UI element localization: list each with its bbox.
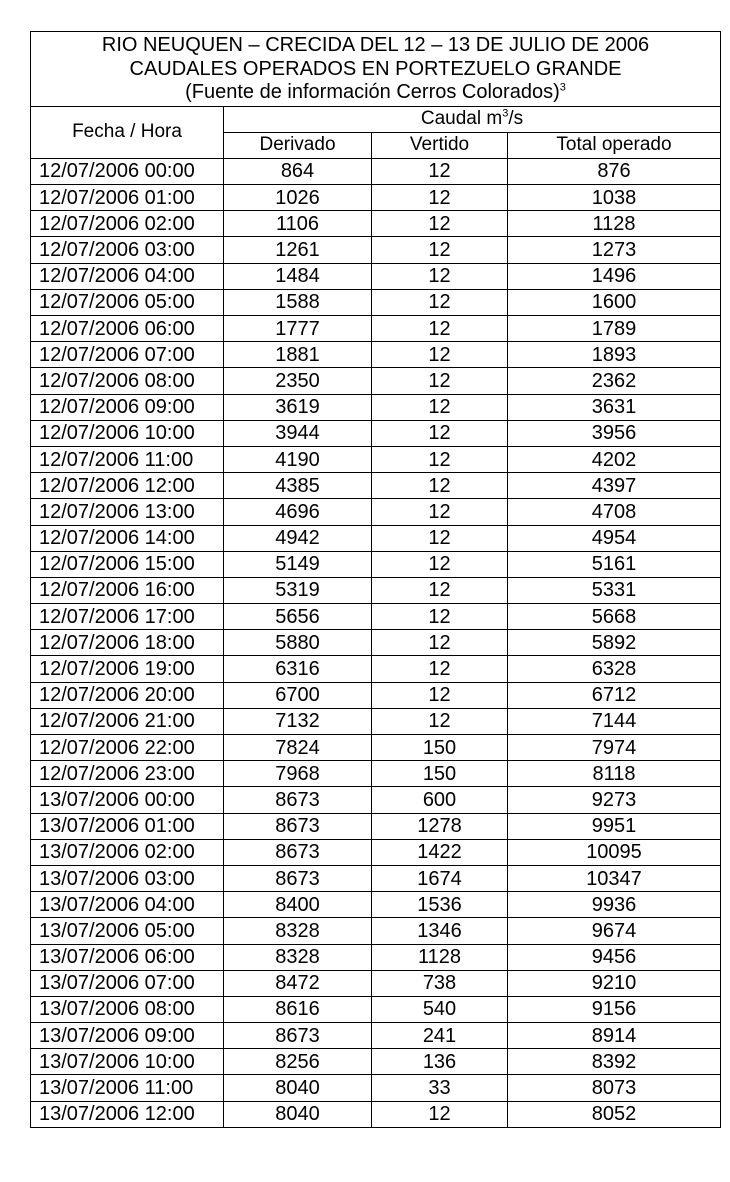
vertido-cell: 1346 [372, 918, 508, 944]
fecha-hora-cell: 12/07/2006 09:00 [31, 394, 224, 420]
table-row [31, 630, 721, 656]
derivado-cell: 8472 [224, 970, 372, 996]
fecha-hora-cell: 12/07/2006 20:00 [31, 682, 224, 708]
vertido-cell: 12 [372, 656, 508, 682]
vertido-cell: 12 [372, 263, 508, 289]
table-row [31, 368, 721, 394]
table-row [31, 237, 721, 263]
derivado-cell: 5880 [224, 630, 372, 656]
fecha-hora-cell: 12/07/2006 11:00 [31, 446, 224, 472]
fecha-hora-cell: 12/07/2006 18:00 [31, 630, 224, 656]
total-operado-cell: 876 [508, 158, 721, 184]
vertido-cell: 12 [372, 630, 508, 656]
derivado-cell: 8040 [224, 1101, 372, 1127]
vertido-cell: 12 [372, 289, 508, 315]
table-row [31, 918, 721, 944]
table-row [31, 1101, 721, 1127]
document-sheet [30, 31, 720, 1128]
total-operado-cell: 9156 [508, 996, 721, 1022]
vertido-cell: 12 [372, 682, 508, 708]
total-operado-cell: 8073 [508, 1075, 721, 1101]
fecha-hora-cell: 13/07/2006 08:00 [31, 996, 224, 1022]
table-row [31, 158, 721, 184]
derivado-cell: 8256 [224, 1049, 372, 1075]
vertido-cell: 150 [372, 735, 508, 761]
derivado-cell: 5656 [224, 604, 372, 630]
derivado-cell: 8673 [224, 813, 372, 839]
fecha-hora-cell: 12/07/2006 01:00 [31, 185, 224, 211]
table-title [31, 32, 721, 107]
vertido-cell: 12 [372, 499, 508, 525]
fecha-hora-cell: 12/07/2006 06:00 [31, 316, 224, 342]
table-row [31, 342, 721, 368]
fecha-hora-cell: 13/07/2006 10:00 [31, 1049, 224, 1075]
table-row [31, 656, 721, 682]
fecha-hora-cell: 12/07/2006 07:00 [31, 342, 224, 368]
total-operado-cell: 5892 [508, 630, 721, 656]
total-operado-cell: 3631 [508, 394, 721, 420]
derivado-cell: 3619 [224, 394, 372, 420]
table-row [31, 865, 721, 891]
footnote-ref: 3 [559, 81, 566, 94]
header-vertido: Vertido [372, 132, 508, 158]
vertido-cell: 1536 [372, 892, 508, 918]
table-row [31, 787, 721, 813]
total-operado-cell: 6712 [508, 682, 721, 708]
derivado-cell: 8040 [224, 1075, 372, 1101]
derivado-cell: 6316 [224, 656, 372, 682]
derivado-cell: 7968 [224, 761, 372, 787]
fecha-hora-cell: 13/07/2006 02:00 [31, 839, 224, 865]
table-body [31, 158, 721, 1127]
total-operado-cell: 5161 [508, 551, 721, 577]
fecha-hora-cell: 13/07/2006 01:00 [31, 813, 224, 839]
table-row [31, 839, 721, 865]
derivado-cell: 4942 [224, 525, 372, 551]
vertido-cell: 1674 [372, 865, 508, 891]
derivado-cell: 8328 [224, 918, 372, 944]
derivado-cell: 1026 [224, 185, 372, 211]
total-operado-cell: 2362 [508, 368, 721, 394]
total-operado-cell: 1273 [508, 237, 721, 263]
vertido-cell: 12 [372, 316, 508, 342]
total-operado-cell: 8914 [508, 1023, 721, 1049]
vertido-cell: 12 [372, 368, 508, 394]
total-operado-cell: 1893 [508, 342, 721, 368]
fecha-hora-cell: 12/07/2006 03:00 [31, 237, 224, 263]
derivado-cell: 5319 [224, 577, 372, 603]
fecha-hora-cell: 12/07/2006 02:00 [31, 211, 224, 237]
vertido-cell: 738 [372, 970, 508, 996]
total-operado-cell: 8118 [508, 761, 721, 787]
vertido-cell: 600 [372, 787, 508, 813]
derivado-cell: 864 [224, 158, 372, 184]
fecha-hora-cell: 12/07/2006 10:00 [31, 420, 224, 446]
vertido-cell: 12 [372, 185, 508, 211]
vertido-cell: 1128 [372, 944, 508, 970]
total-operado-cell: 7974 [508, 735, 721, 761]
table-row [31, 211, 721, 237]
table-row [31, 394, 721, 420]
vertido-cell: 12 [372, 551, 508, 577]
derivado-cell: 1588 [224, 289, 372, 315]
title-row [31, 32, 721, 107]
total-operado-cell: 5331 [508, 577, 721, 603]
total-operado-cell: 9210 [508, 970, 721, 996]
derivado-cell: 1777 [224, 316, 372, 342]
fecha-hora-cell: 12/07/2006 00:00 [31, 158, 224, 184]
header-derivado: Derivado [224, 132, 372, 158]
total-operado-cell: 4202 [508, 446, 721, 472]
table-row [31, 604, 721, 630]
table-row [31, 525, 721, 551]
total-operado-cell: 10095 [508, 839, 721, 865]
table-row [31, 499, 721, 525]
total-operado-cell: 1128 [508, 211, 721, 237]
derivado-cell: 5149 [224, 551, 372, 577]
table-row [31, 577, 721, 603]
vertido-cell: 12 [372, 708, 508, 734]
derivado-cell: 7824 [224, 735, 372, 761]
total-operado-cell: 3956 [508, 420, 721, 446]
total-operado-cell: 4397 [508, 473, 721, 499]
vertido-cell: 540 [372, 996, 508, 1022]
vertido-cell: 150 [372, 761, 508, 787]
fecha-hora-cell: 12/07/2006 04:00 [31, 263, 224, 289]
table-row [31, 185, 721, 211]
vertido-cell: 12 [372, 342, 508, 368]
derivado-cell: 3944 [224, 420, 372, 446]
vertido-cell: 1422 [372, 839, 508, 865]
table-row [31, 289, 721, 315]
fecha-hora-cell: 12/07/2006 14:00 [31, 525, 224, 551]
derivado-cell: 8400 [224, 892, 372, 918]
table-row [31, 970, 721, 996]
total-operado-cell: 8392 [508, 1049, 721, 1075]
total-operado-cell: 9674 [508, 918, 721, 944]
derivado-cell: 6700 [224, 682, 372, 708]
total-operado-cell: 1038 [508, 185, 721, 211]
caudal-suffix: /s [508, 108, 524, 130]
table-row [31, 682, 721, 708]
fecha-hora-cell: 13/07/2006 06:00 [31, 944, 224, 970]
fecha-hora-cell: 12/07/2006 22:00 [31, 735, 224, 761]
fecha-hora-cell: 12/07/2006 08:00 [31, 368, 224, 394]
fecha-hora-cell: 13/07/2006 05:00 [31, 918, 224, 944]
fecha-hora-cell: 13/07/2006 09:00 [31, 1023, 224, 1049]
fecha-hora-cell: 12/07/2006 12:00 [31, 473, 224, 499]
derivado-cell: 7132 [224, 708, 372, 734]
total-operado-cell: 10347 [508, 865, 721, 891]
table-row [31, 1049, 721, 1075]
header-total-operado: Total operado [508, 132, 721, 158]
table-row [31, 446, 721, 472]
total-operado-cell: 1496 [508, 263, 721, 289]
vertido-cell: 1278 [372, 813, 508, 839]
total-operado-cell: 5668 [508, 604, 721, 630]
derivado-cell: 1881 [224, 342, 372, 368]
total-operado-cell: 9951 [508, 813, 721, 839]
table-row [31, 996, 721, 1022]
total-operado-cell: 7144 [508, 708, 721, 734]
table-row [31, 473, 721, 499]
vertido-cell: 12 [372, 604, 508, 630]
total-operado-cell: 6328 [508, 656, 721, 682]
total-operado-cell: 9936 [508, 892, 721, 918]
total-operado-cell: 1789 [508, 316, 721, 342]
vertido-cell: 12 [372, 1101, 508, 1127]
table-row [31, 1075, 721, 1101]
vertido-cell: 12 [372, 525, 508, 551]
fecha-hora-cell: 12/07/2006 13:00 [31, 499, 224, 525]
header-row-1 [31, 106, 721, 132]
derivado-cell: 4190 [224, 446, 372, 472]
fecha-hora-cell: 13/07/2006 07:00 [31, 970, 224, 996]
table-row [31, 761, 721, 787]
table-row [31, 1023, 721, 1049]
title-line-1: RIO NEUQUEN – CRECIDA DEL 12 – 13 DE JULIO DE 2006 [101, 34, 650, 56]
vertido-cell: 12 [372, 420, 508, 446]
caudales-table [30, 31, 721, 1128]
derivado-cell: 8673 [224, 865, 372, 891]
header-fecha-hora: Fecha / Hora [31, 106, 224, 158]
vertido-cell: 12 [372, 446, 508, 472]
source-note: (Fuente de información Cerros Colorados) [185, 81, 560, 103]
table-row [31, 813, 721, 839]
table-row [31, 551, 721, 577]
vertido-cell: 241 [372, 1023, 508, 1049]
vertido-cell: 12 [372, 394, 508, 420]
table-row [31, 944, 721, 970]
table-row [31, 263, 721, 289]
total-operado-cell: 9456 [508, 944, 721, 970]
fecha-hora-cell: 12/07/2006 19:00 [31, 656, 224, 682]
fecha-hora-cell: 12/07/2006 15:00 [31, 551, 224, 577]
title-line-3 [35, 81, 716, 105]
derivado-cell: 8673 [224, 1023, 372, 1049]
caudal-prefix: Caudal m [420, 108, 503, 130]
total-operado-cell: 9273 [508, 787, 721, 813]
vertido-cell: 136 [372, 1049, 508, 1075]
derivado-cell: 1484 [224, 263, 372, 289]
header-caudal [224, 106, 721, 132]
derivado-cell: 8673 [224, 787, 372, 813]
total-operado-cell: 8052 [508, 1101, 721, 1127]
table-row [31, 708, 721, 734]
fecha-hora-cell: 12/07/2006 05:00 [31, 289, 224, 315]
derivado-cell: 1261 [224, 237, 372, 263]
derivado-cell: 4385 [224, 473, 372, 499]
table-row [31, 420, 721, 446]
fecha-hora-cell: 12/07/2006 23:00 [31, 761, 224, 787]
derivado-cell: 1106 [224, 211, 372, 237]
total-operado-cell: 4954 [508, 525, 721, 551]
derivado-cell: 4696 [224, 499, 372, 525]
vertido-cell: 12 [372, 237, 508, 263]
derivado-cell: 8673 [224, 839, 372, 865]
fecha-hora-cell: 13/07/2006 12:00 [31, 1101, 224, 1127]
total-operado-cell: 1600 [508, 289, 721, 315]
vertido-cell: 33 [372, 1075, 508, 1101]
table-row [31, 735, 721, 761]
total-operado-cell: 4708 [508, 499, 721, 525]
vertido-cell: 12 [372, 211, 508, 237]
fecha-hora-cell: 13/07/2006 03:00 [31, 865, 224, 891]
fecha-hora-cell: 13/07/2006 11:00 [31, 1075, 224, 1101]
table-row [31, 316, 721, 342]
vertido-cell: 12 [372, 473, 508, 499]
derivado-cell: 8328 [224, 944, 372, 970]
title-line-2: CAUDALES OPERADOS EN PORTEZUELO GRANDE [129, 57, 622, 80]
vertido-cell: 12 [372, 577, 508, 603]
derivado-cell: 2350 [224, 368, 372, 394]
fecha-hora-cell: 13/07/2006 00:00 [31, 787, 224, 813]
vertido-cell: 12 [372, 158, 508, 184]
fecha-hora-cell: 12/07/2006 17:00 [31, 604, 224, 630]
table-row [31, 892, 721, 918]
fecha-hora-cell: 12/07/2006 21:00 [31, 708, 224, 734]
fecha-hora-cell: 13/07/2006 04:00 [31, 892, 224, 918]
caudal-exponent: 3 [502, 107, 509, 120]
fecha-hora-cell: 12/07/2006 16:00 [31, 577, 224, 603]
derivado-cell: 8616 [224, 996, 372, 1022]
